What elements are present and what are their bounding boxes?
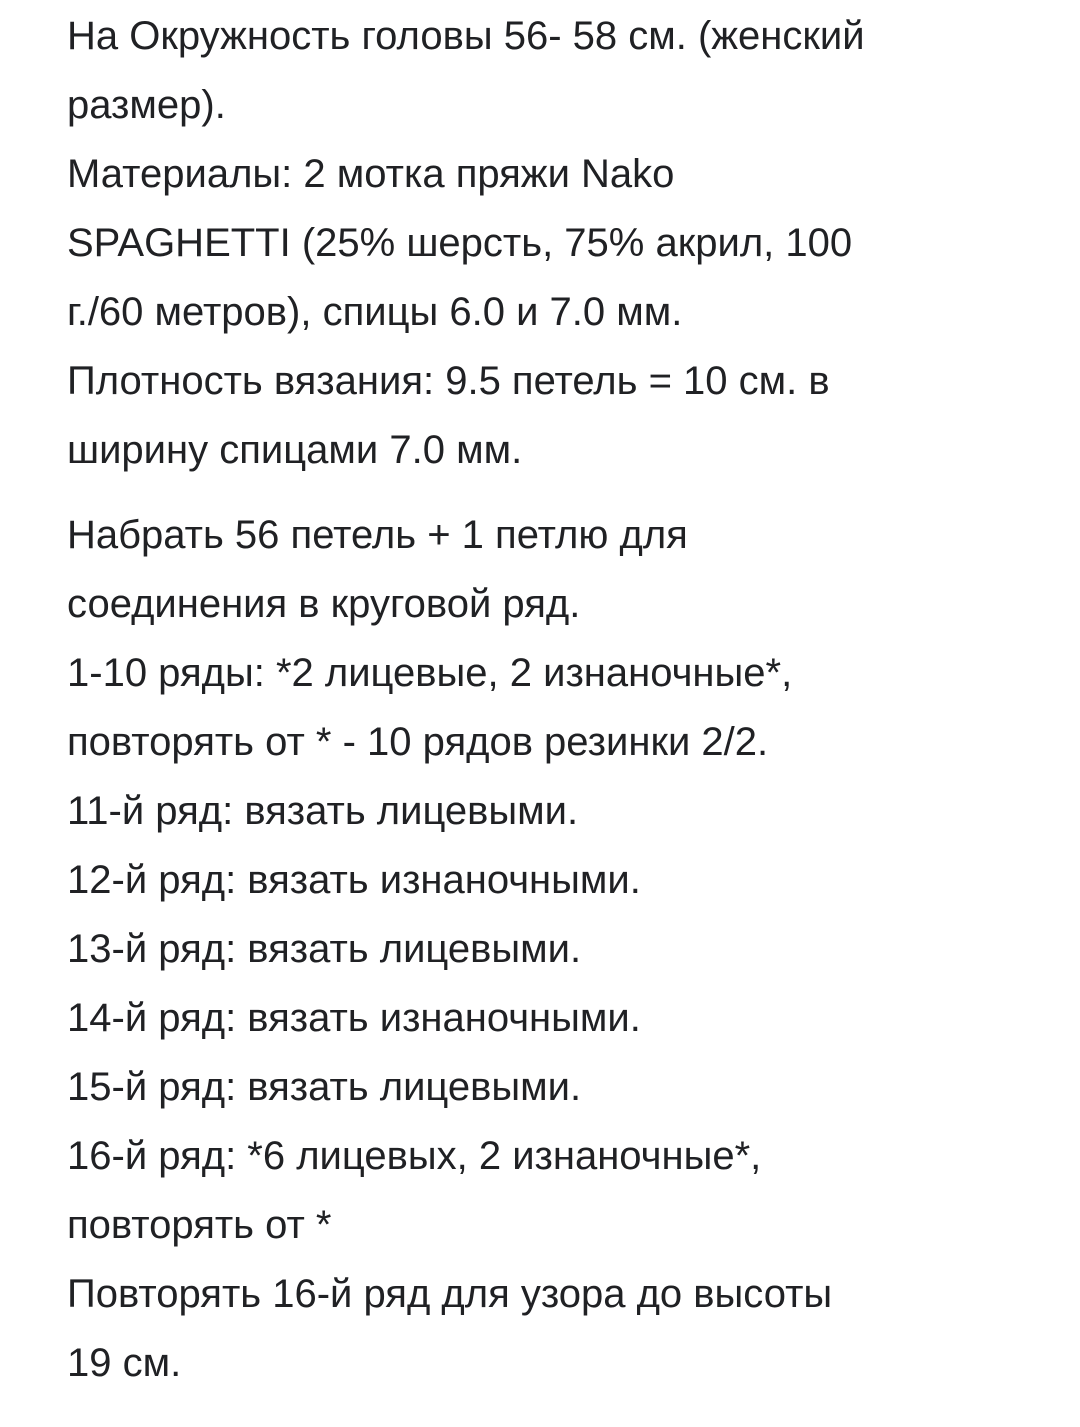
text-line: Повторять 16-й ряд для узора до высоты (67, 1272, 833, 1316)
text-line: 16-й ряд: *6 лицевых, 2 изнаночные*, (67, 1134, 762, 1178)
text-line: Набрать 56 петель + 1 петлю для (67, 513, 688, 557)
text-line: соединения в круговой ряд. (67, 582, 581, 626)
text-line: 11-й ряд: вязать лицевыми. (67, 789, 579, 833)
text-line: 19 см. (67, 1341, 182, 1385)
text-line: 1-10 ряды: *2 лицевые, 2 изнаночные*, (67, 651, 793, 695)
materials-paragraph (67, 2, 1067, 485)
text-line: На Окружность головы 56- 58 см. (женский (67, 14, 865, 58)
text-line: Плотность вязания: 9.5 петель = 10 см. в (67, 359, 830, 403)
text-line: 15-й ряд: вязать лицевыми. (67, 1065, 582, 1109)
instructions-paragraph (67, 501, 1067, 1398)
text-line: повторять от * (67, 1203, 332, 1247)
text-line: размер). (67, 83, 226, 127)
text-line: 14-й ряд: вязать изнаночными. (67, 996, 641, 1040)
text-line: Материалы: 2 мотка пряжи Nako (67, 152, 675, 196)
text-line: повторять от * - 10 рядов резинки 2/2. (67, 720, 769, 764)
text-line: ширину спицами 7.0 мм. (67, 428, 523, 472)
document-body (67, 2, 1067, 1398)
text-line: 12-й ряд: вязать изнаночными. (67, 858, 641, 902)
text-line: г./60 метров), спицы 6.0 и 7.0 мм. (67, 290, 683, 334)
text-line: 13-й ряд: вязать лицевыми. (67, 927, 582, 971)
text-line: SPAGHETTI (25% шерсть, 75% акрил, 100 (67, 221, 853, 265)
